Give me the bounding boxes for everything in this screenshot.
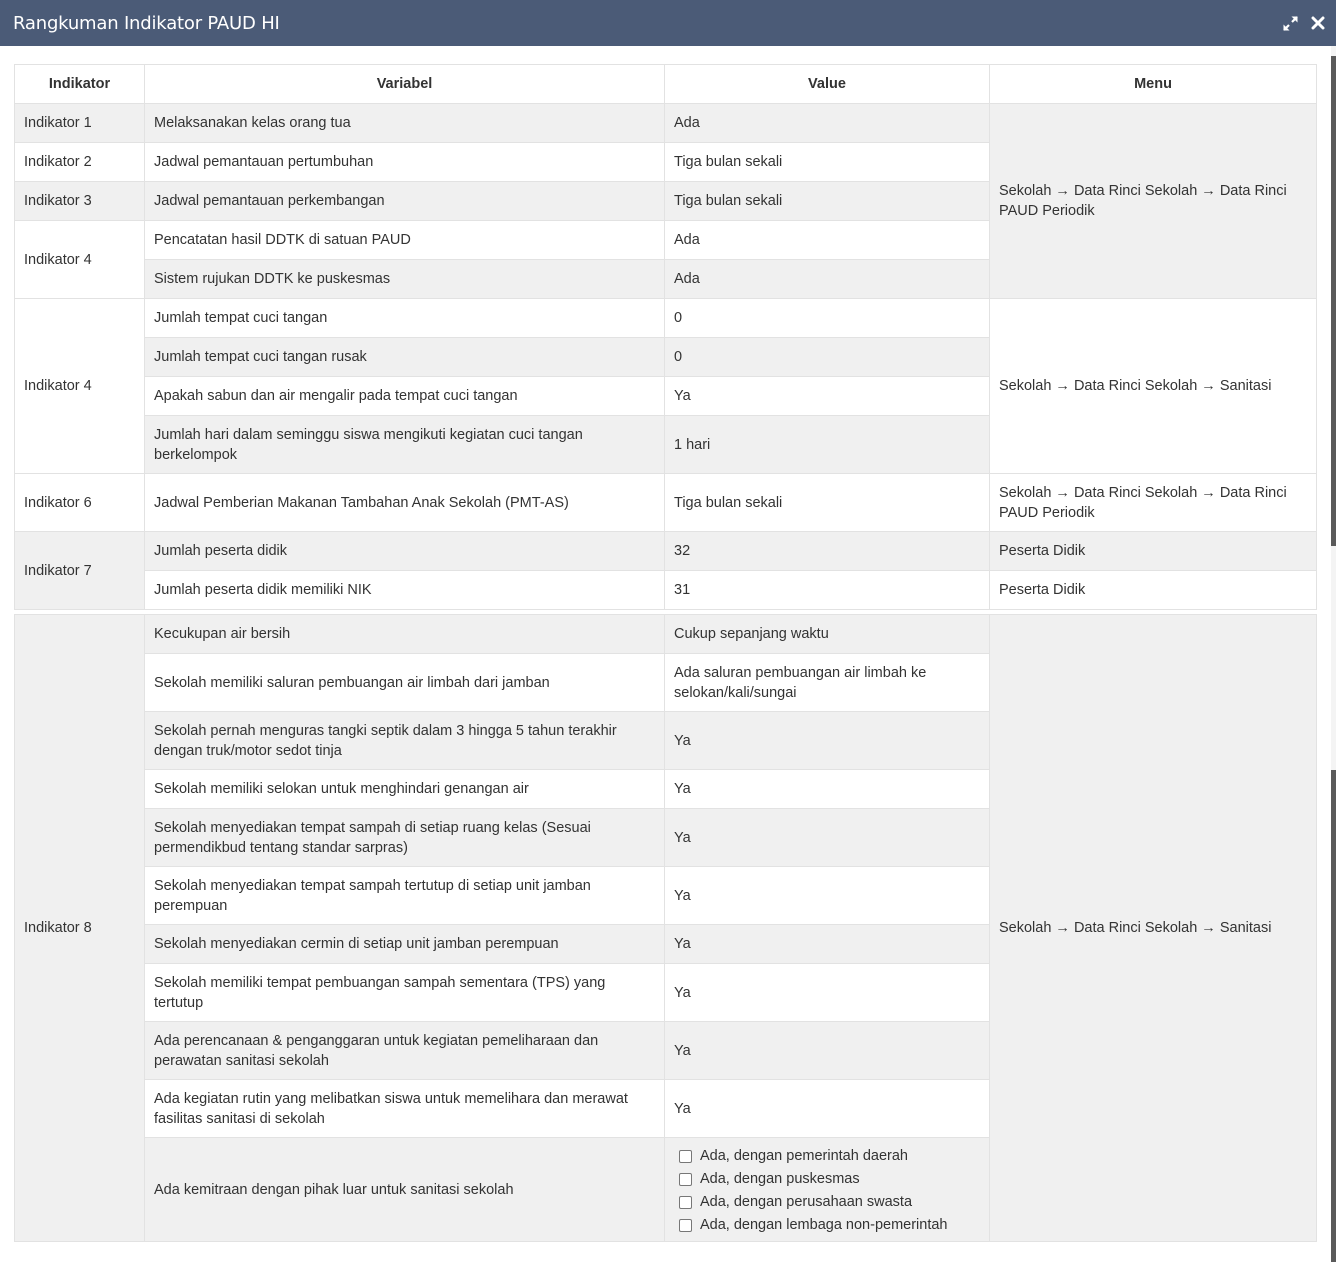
kemitraan-checkbox-group [674, 1138, 980, 1241]
value-cell: Ya [665, 377, 990, 416]
close-icon[interactable] [1308, 13, 1328, 33]
indikator-cell: Indikator 4 [15, 299, 145, 474]
scrollbar-thumb[interactable] [1331, 56, 1336, 546]
checkbox-option[interactable] [679, 1192, 980, 1212]
indikator-cell: Indikator 2 [15, 143, 145, 182]
indikator-cell: Indikator 1 [15, 104, 145, 143]
variabel-cell: Sistem rujukan DDTK ke puskesmas [145, 260, 665, 299]
value-cell: Ya [665, 1022, 990, 1080]
variabel-cell: Jumlah tempat cuci tangan rusak [145, 338, 665, 377]
variabel-cell: Melaksanakan kelas orang tua [145, 104, 665, 143]
variabel-cell: Ada kegiatan rutin yang melibatkan siswa untuk memelihara dan merawat fasilitas sanitasi di sekolah [145, 1080, 665, 1138]
value-cell: 32 [665, 532, 990, 571]
value-cell: 31 [665, 571, 990, 610]
indikator-table [14, 64, 1317, 1242]
table-row [15, 299, 1317, 338]
table-row [15, 571, 1317, 610]
indikator-cell: Indikator 7 [15, 532, 145, 610]
checkbox-label: Ada, dengan perusahaan swasta [700, 1194, 913, 1210]
value-cell: 0 [665, 299, 990, 338]
variabel-cell: Sekolah pernah menguras tangki septik dalam 3 hingga 5 tahun terakhir dengan truk/motor sedot tinja [145, 712, 665, 770]
value-cell: Ya [665, 925, 990, 964]
indikator-table-container [14, 64, 1316, 1242]
table-row [15, 104, 1317, 143]
variabel-cell: Sekolah memiliki saluran pembuangan air limbah dari jamban [145, 654, 665, 712]
variabel-cell: Sekolah menyediakan cermin di setiap unit jamban perempuan [145, 925, 665, 964]
value-cell: Ya [665, 809, 990, 867]
checkbox[interactable] [679, 1173, 692, 1186]
indikator-cell: Indikator 3 [15, 182, 145, 221]
menu-cell: Sekolah → Data Rinci Sekolah → Sanitasi [990, 299, 1317, 474]
value-cell: Ada saluran pembuangan air limbah ke selokan/kali/sungai [665, 654, 990, 712]
indikator-cell: Indikator 6 [15, 474, 145, 532]
variabel-cell: Sekolah menyediakan tempat sampah di setiap ruang kelas (Sesuai permendikbud tentang standar sarpras) [145, 809, 665, 867]
table-header-row [15, 65, 1317, 104]
value-cell: Tiga bulan sekali [665, 182, 990, 221]
value-cell: Cukup sepanjang waktu [665, 615, 990, 654]
value-cell: Ada [665, 221, 990, 260]
checkbox-option[interactable] [679, 1215, 980, 1235]
menu-cell: Sekolah → Data Rinci Sekolah → Data Rinci PAUD Periodik [990, 474, 1317, 532]
variabel-cell: Apakah sabun dan air mengalir pada tempat cuci tangan [145, 377, 665, 416]
menu-cell: Peserta Didik [990, 571, 1317, 610]
variabel-cell: Ada kemitraan dengan pihak luar untuk sanitasi sekolah [145, 1138, 665, 1242]
checkbox-label: Ada, dengan pemerintah daerah [700, 1148, 908, 1164]
header-value: Value [665, 65, 990, 104]
checkbox[interactable] [679, 1150, 692, 1163]
table-row [15, 615, 1317, 654]
menu-cell: Sekolah → Data Rinci Sekolah → Data Rinci PAUD Periodik [990, 104, 1317, 299]
table-row [15, 532, 1317, 571]
value-cell: Ya [665, 1080, 990, 1138]
value-cell: Ada [665, 104, 990, 143]
variabel-cell: Sekolah memiliki tempat pembuangan sampah sementara (TPS) yang tertutup [145, 964, 665, 1022]
checkbox-label: Ada, dengan lembaga non-pemerintah [700, 1217, 948, 1233]
value-cell: 1 hari [665, 416, 990, 474]
table-row [15, 474, 1317, 532]
checkbox-option[interactable] [679, 1146, 980, 1166]
variabel-cell: Jumlah hari dalam seminggu siswa mengikuti kegiatan cuci tangan berkelompok [145, 416, 665, 474]
checkbox[interactable] [679, 1196, 692, 1209]
scrollbar-thumb-lower[interactable] [1331, 770, 1336, 1262]
value-cell [665, 1138, 990, 1242]
value-cell: Tiga bulan sekali [665, 143, 990, 182]
menu-cell: Sekolah → Data Rinci Sekolah → Sanitasi [990, 615, 1317, 1242]
header-menu: Menu [990, 65, 1317, 104]
variabel-cell: Jumlah peserta didik memiliki NIK [145, 571, 665, 610]
variabel-cell: Pencatatan hasil DDTK di satuan PAUD [145, 221, 665, 260]
checkbox[interactable] [679, 1219, 692, 1232]
menu-cell: Peserta Didik [990, 532, 1317, 571]
value-cell: Ya [665, 964, 990, 1022]
header-indikator: Indikator [15, 65, 145, 104]
checkbox-label: Ada, dengan puskesmas [700, 1171, 860, 1187]
variabel-cell: Kecukupan air bersih [145, 615, 665, 654]
indikator-cell: Indikator 8 [15, 615, 145, 1242]
variabel-cell: Ada perencanaan & penganggaran untuk kegiatan pemeliharaan dan perawatan sanitasi sekolah [145, 1022, 665, 1080]
titlebar-actions [1280, 13, 1336, 33]
value-cell: Ya [665, 712, 990, 770]
header-variabel: Variabel [145, 65, 665, 104]
variabel-cell: Sekolah menyediakan tempat sampah tertutup di setiap unit jamban perempuan [145, 867, 665, 925]
variabel-cell: Sekolah memiliki selokan untuk menghindari genangan air [145, 770, 665, 809]
value-cell: Ya [665, 770, 990, 809]
value-cell: Ya [665, 867, 990, 925]
value-cell: 0 [665, 338, 990, 377]
value-cell: Tiga bulan sekali [665, 474, 990, 532]
value-cell: Ada [665, 260, 990, 299]
checkbox-option[interactable] [679, 1169, 980, 1189]
variabel-cell: Jumlah peserta didik [145, 532, 665, 571]
modal-titlebar [0, 0, 1336, 46]
expand-icon[interactable] [1280, 13, 1300, 33]
variabel-cell: Jadwal pemantauan perkembangan [145, 182, 665, 221]
variabel-cell: Jadwal Pemberian Makanan Tambahan Anak Sekolah (PMT-AS) [145, 474, 665, 532]
indikator-cell: Indikator 4 [15, 221, 145, 299]
variabel-cell: Jadwal pemantauan pertumbuhan [145, 143, 665, 182]
modal-title: Rangkuman Indikator PAUD HI [13, 12, 280, 34]
variabel-cell: Jumlah tempat cuci tangan [145, 299, 665, 338]
